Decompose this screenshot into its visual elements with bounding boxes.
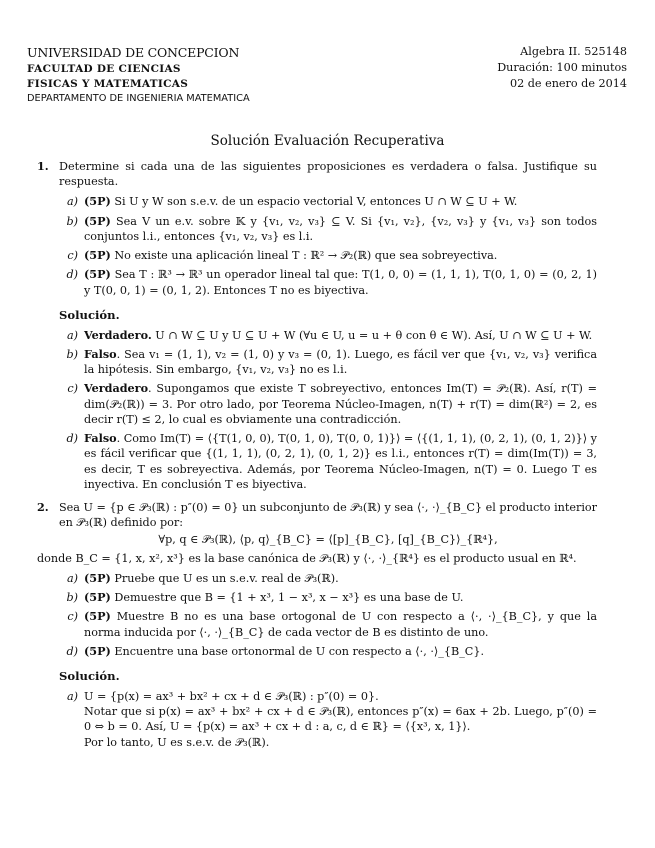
item-label: b) [66,347,78,361]
exam-duration: Duración: 100 minutos [497,60,627,74]
item-body [84,328,597,343]
item-body [84,194,597,209]
item-text: Sea V un e.v. sobre 𝕂 y {v₁, v₂, v₃} ⊆ V. Si {v₁, v₂}, {v₂, v₃} y {v₁, v₃} son todos conjuntos l.i., entonces {v₁, v₂, v₃} es l.i. [84,214,597,243]
list-item [59,214,597,244]
list-item [59,194,597,209]
exam-date: 02 de enero de 2014 [509,76,627,90]
item-body [84,609,597,639]
item-label: d) [66,268,78,282]
solution-text: . Sea v₁ = (1, 1), v₂ = (1, 0) y v₃ = (0, 1). Luego, es fácil ver que {v₁, v₂, v₃} verifica la hipótesis. Sin embargo, {v₁, v₂, v₃} no es l.i. [84,347,597,377]
item-text: Encuentre una base ortonormal de U con respecto a ⟨·, ·⟩_{B_C}. [114,644,485,658]
item-label: a) [66,195,78,209]
item-text: Si U y W son s.e.v. de un espacio vectorial V, entonces U ∩ W ⊆ U + W. [114,195,518,209]
list-item [59,381,597,427]
list-item [59,328,597,343]
solution-heading: Solución. [59,669,120,684]
question-1-items [59,194,597,297]
header-left [27,44,250,105]
solution-line: Notar que si p(x) = ax³ + bx² + cx + d ∈ 𝒫₃(ℝ), entonces p″(x) = 6ax + 2b. Luego, p″(0) = 0 ⇔ b = 0. Así, U = {p(x) = ax³ + cx + d : a, c, d ∈ ℝ} = ⟨{x³, x, 1}⟩. [84,705,597,734]
item-label: b) [66,214,78,228]
item-points: (5P) [84,248,111,263]
item-label: c) [67,382,78,396]
solution-verdict: Falso [84,346,117,361]
solution-text: U ∩ W ⊆ U y U ⊆ U + W (∀u ∈ U, u = u + θ con θ ∈ W). Así, U ∩ W ⊆ U + W. [155,328,593,342]
solution-text: . Supongamos que existe T sobreyectivo, entonces Im(T) = 𝒫₂(ℝ). Así, r(T) = dim(𝒫₂(ℝ)) = 3. Por otro lado, por Teorema Núcleo-Imagen, n(T) + r(T) = dim(ℝ²) = 2, es decir r(T) ≤ 2, lo cual es obviamente una contradicción. [84,382,597,426]
item-points: (5P) [84,609,111,624]
inner-product-formula: ∀p, q ∈ 𝒫₃(ℝ), ⟨p, q⟩_{B_C} = ⟨[p]_{B_C}, [q]_{B_C}⟩_{ℝ⁴}, [158,533,498,547]
item-body [84,590,597,605]
solution-line: U = {p(x) = ax³ + bx² + cx + d ∈ 𝒫₃(ℝ) : p″(0) = 0}. [84,689,379,703]
item-body [84,381,597,427]
question-number: 2. [37,499,49,514]
list-item [59,644,597,659]
item-points: (5P) [84,194,111,209]
question-number: 1. [37,159,49,173]
item-body [84,431,597,492]
question-2-solutions [59,689,597,750]
course-name: Algebra II. 525148 [520,45,627,58]
solution-verdict: Verdadero. [84,327,152,342]
question-2-items [59,571,597,659]
item-body [84,347,597,377]
item-text: Muestre B no es una base ortogonal de U con respecto a ⟨·, ·⟩_{B_C}, y que la norma inducida por ⟨·, ·⟩_{B_C} de cada vector de B es distinto de uno. [84,610,598,639]
list-item [59,267,597,297]
question-prompt: Sea U = {p ∈ 𝒫₃(ℝ) : p″(0) = 0} un subconjunto de 𝒫₃(ℝ) y sea ⟨·, ·⟩_{B_C} el producto interior en 𝒫₃(ℝ) definido por: [59,500,597,530]
list-item [59,347,597,377]
faculty-line-1: FACULTAD DE CIENCIAS [27,62,181,75]
page-title: Solución Evaluación Recuperativa [210,133,445,149]
item-points: (5P) [84,590,111,605]
solution-heading: Solución. [59,307,120,322]
list-item [59,590,597,605]
exam-content [37,159,597,754]
item-label: c) [67,249,78,263]
list-item [59,609,597,639]
item-text: Demuestre que B = {1 + x³, 1 − x³, x − x³} es una base de U. [114,591,464,605]
item-points: (5P) [84,213,111,228]
question-prompt: Determine si cada una de las siguientes proposiciones es verdadera o falsa. Justifique su respuesta. [59,160,597,189]
solution-verdict: Falso [84,431,117,446]
item-body [84,689,597,750]
solution-line: Por lo tanto, U es s.e.v. de 𝒫₃(ℝ). [84,735,270,749]
item-points: (5P) [84,570,111,585]
question-1 [37,159,597,302]
list-item [59,248,597,263]
item-points: (5P) [84,267,111,282]
item-points: (5P) [84,643,111,658]
item-label: d) [66,644,78,658]
department-name: DEPARTAMENTO DE INGENIERIA MATEMATICA [27,92,250,104]
list-item [59,571,597,586]
question-1-solutions [59,328,597,492]
list-item [59,689,597,750]
solution-verdict: Verdadero [84,381,149,396]
item-body [84,267,597,297]
question-2 [37,500,597,663]
solution-text: . Como Im(T) = ⟨{T(1, 0, 0), T(0, 1, 0), T(0, 0, 1)}⟩ = ⟨{(1, 1, 1), (0, 2, 1), (0, 1, 2)}⟩ y es fácil verificar que {(1, 1, 1), (0, 2, 1), (0, 1, 2)} es l.i., entonces r(T) = dim(Im(T)) = 3, es decir, T es sobreyectiva. Además, por Teorema Núcleo-Imagen, n(T) = 0. Luego T es inyectiva. En conclusión T es biyectiva. [84,432,597,491]
item-body [84,248,597,263]
item-body [84,571,597,586]
item-body [84,214,597,244]
question-after-text: donde B_C = {1, x, x², x³} es la base canónica de 𝒫₃(ℝ) y ⟨·, ·⟩_{ℝ⁴} es el producto usual en ℝ⁴. [37,551,577,565]
item-label: a) [66,571,78,585]
item-body [84,644,597,659]
faculty-line-2: FISICAS Y MATEMATICAS [27,77,189,90]
item-text: Sea T : ℝ³ → ℝ³ un operador lineal tal que: T(1, 0, 0) = (1, 1, 1), T(0, 1, 0) = (0, 2, 1) y T(0, 0, 1) = (0, 1, 2). Entonces T no es biyectiva. [84,268,597,297]
item-label: b) [66,591,78,605]
question-1-body [59,159,597,302]
item-text: Pruebe que U es un s.e.v. real de 𝒫₃(ℝ). [114,571,339,585]
item-label: c) [67,610,78,624]
question-2-body [37,500,598,663]
header-right [497,44,627,92]
university-name: UNIVERSIDAD DE CONCEPCION [27,45,240,60]
item-label: d) [66,432,78,446]
item-label: a) [66,689,78,703]
list-item [59,431,597,492]
item-label: a) [66,328,78,342]
item-text: No existe una aplicación lineal T : ℝ² → 𝒫₂(ℝ) que sea sobreyectiva. [114,249,498,263]
